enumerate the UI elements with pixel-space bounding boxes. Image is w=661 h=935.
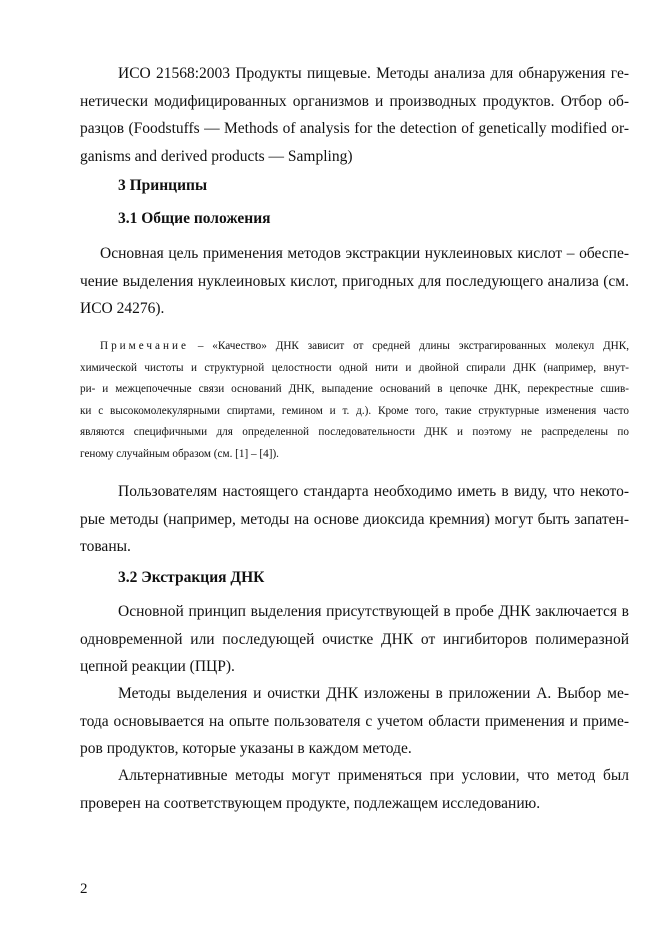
- note-label: Примечание: [100, 340, 189, 352]
- section-heading-dna-extraction: 3.2 Экстракция ДНК: [118, 569, 265, 586]
- note-line: являются специфичными для определенной последовательности ДНК и поэтому не распределены по: [80, 426, 629, 438]
- text-line: чение выделения нуклеиновых кислот, пригодных для последующего анализа (см.: [80, 272, 629, 290]
- text-line: тода основывается на опыте пользователя с учетом области применения и приме-: [80, 712, 629, 730]
- text-line: Основная цель применения методов экстракции нуклеиновых кислот – обеспе-: [100, 245, 629, 262]
- note-block: [80, 336, 629, 465]
- text-line: одновременной или последующей очистке ДНК от ингибиторов полимеразной: [80, 630, 629, 648]
- page-number: 2: [80, 881, 88, 897]
- text-line: Методы выделения и очистки ДНК изложены в приложении А. Выбор ме-: [118, 685, 629, 702]
- text-line: рые методы (например, методы на основе диоксида кремния) могут быть запатен-: [80, 510, 629, 528]
- alternative-methods-paragraph: [80, 762, 629, 817]
- text-line: Альтернативные методы могут применяться при условии, что метод был: [118, 767, 629, 784]
- section-heading-general: 3.1 Общие положения: [118, 210, 271, 227]
- text-line: ganisms and derived products — Sampling): [80, 147, 353, 165]
- text-line: Основной принцип выделения присутствующей в пробе ДНК заключается в: [118, 603, 629, 620]
- note-text: – «Качество» ДНК зависит от средней длины экстрагированных молекул ДНК,: [188, 340, 629, 352]
- note-line: химической чистоты и структурной целостности одной нити и двойной спирали ДНК (например, внут-: [80, 361, 629, 374]
- text-line: тованы.: [80, 538, 131, 555]
- general-paragraph: [80, 240, 629, 323]
- text-line: цепной реакции (ПЦР).: [80, 658, 235, 675]
- note-line: геному случайным образом (см. [1] – [4]).: [80, 447, 279, 460]
- note-line: ри- и межцепочечные связи оснований ДНК, выпадение оснований в цепочке ДНК, перекрестные сшив-: [80, 383, 629, 395]
- note-line: ки с высокомолекулярными спиртами, гемином и т. д.). Кроме того, такие структурные изменения часто: [80, 404, 629, 417]
- text-line: разцов (Foodstuffs — Methods of analysis for the detection of genetically modified or-: [80, 120, 629, 137]
- methods-paragraph: [80, 680, 629, 763]
- text-line: нетически модифицированных организмов и производных продуктов. Отбор об-: [80, 92, 629, 110]
- text-line: проверен на соответствующем продукте, подлежащем исследованию.: [80, 794, 541, 812]
- text-line: Пользователям настоящего стандарта необходимо иметь в виду, что некото-: [118, 483, 629, 500]
- section-heading-principles: 3 Принципы: [118, 177, 208, 194]
- text-line: ИСО 24276).: [80, 300, 165, 317]
- principle-paragraph: [80, 598, 629, 681]
- users-paragraph: [80, 478, 629, 561]
- text-line: ров продуктов, которые указаны в каждом методе.: [80, 740, 412, 757]
- reference-paragraph: [80, 60, 629, 170]
- text-line: ИСО 21568:2003 Продукты пищевые. Методы анализа для обнаружения ге-: [118, 65, 629, 82]
- note-line: [80, 336, 629, 358]
